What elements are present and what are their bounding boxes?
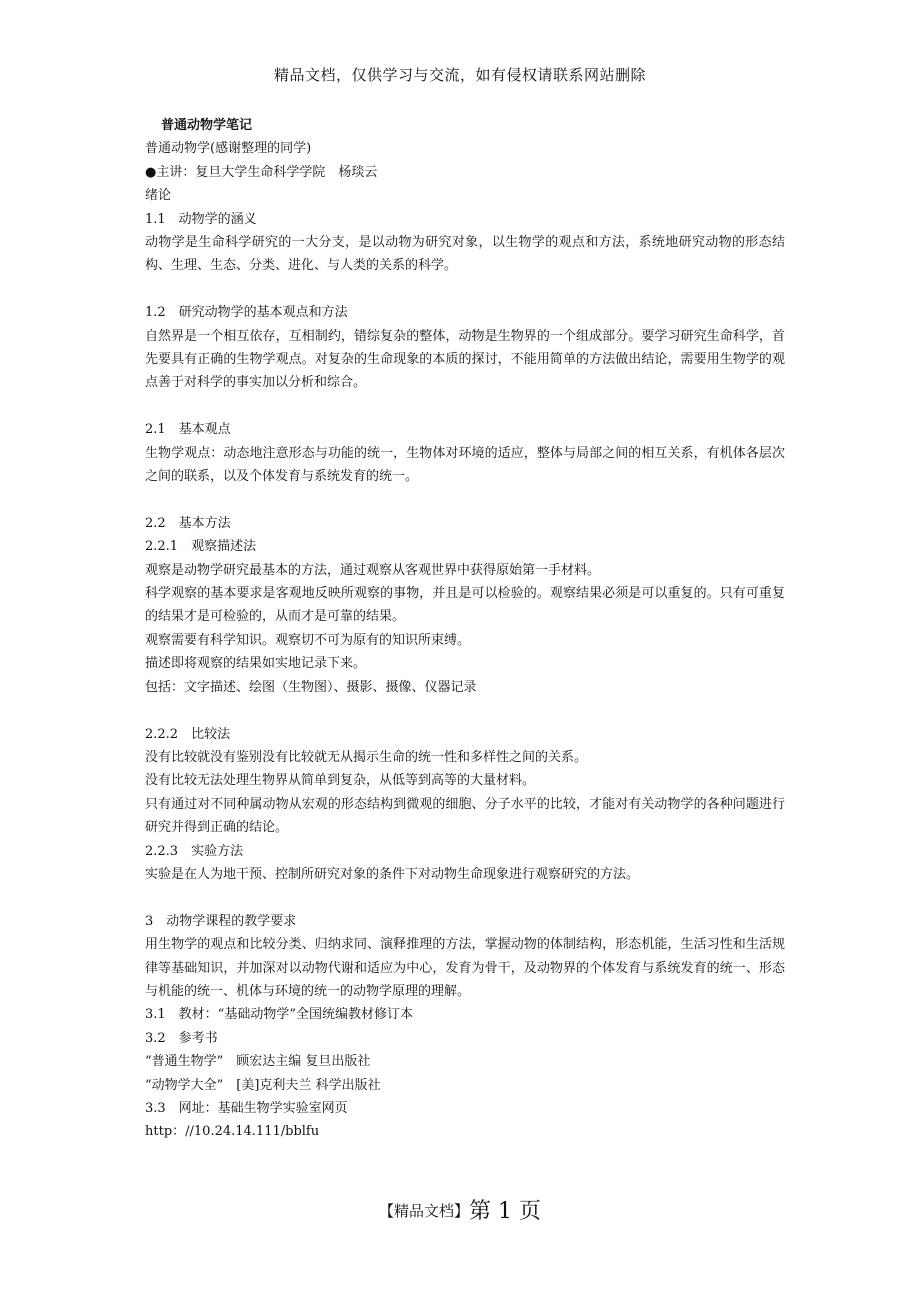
- observation-paragraph-5: 包括：文字描述、绘图（生物图）、摄影、摄像、仪器记录: [145, 679, 477, 695]
- page-footer: [0, 1194, 920, 1225]
- observation-paragraph-1: 观察是动物学研究最基本的方法，通过观察从客观世界中获得原始第一手材料。: [145, 562, 601, 578]
- section-2-1-heading: 2.1 基本观点: [145, 422, 231, 438]
- section-1-2-heading: 1.2 研究动物学的基本观点和方法: [145, 305, 348, 321]
- observation-paragraph-2: 科学观察的基本要求是客观地反映所观察的事物，并且是可以检验的。观察结果必须是可以重复的。只有可重复的结果才是可检验的，从而才是可靠的结果。: [145, 586, 785, 625]
- section-2-2-heading: 2.2 基本方法: [145, 515, 231, 531]
- lecturer-line: ●主讲：复旦大学生命科学学院 杨琰云: [145, 164, 378, 180]
- experiment-paragraph: 实验是在人为地干预、控制所研究对象的条件下对动物生命现象进行观察研究的方法。: [145, 866, 640, 882]
- section-1-1-body: 动物学是生命科学研究的一大分支，是以动物为研究对象，以生物学的观点和方法，系统地研究动物的形态结构、生理、生态、分类、进化、与人类的关系的科学。: [145, 235, 785, 274]
- page-number: 第 1 页: [469, 1199, 541, 1224]
- section-3-heading: 3 动物学课程的教学要求: [145, 913, 297, 929]
- section-1-2-body: 自然界是一个相互依存，互相制约，错综复杂的整体，动物是生物界的一个组成部分。要学习研究生命科学，首先要具有正确的生物学观点。对复杂的生命现象的本质的探讨，不能用简单的方法做出结论，需要用生物学的观点善于对科学的事实加以分析和综合。: [145, 328, 785, 391]
- page-header: 精品文档，仅供学习与交流，如有侵权请联系网站删除: [273, 66, 646, 84]
- comparison-paragraph-3: 只有通过对不同种属动物从宏观的形态结构到微观的细胞、分子水平的比较，才能对有关动物学的各种问题进行研究并得到正确的结论。: [145, 796, 785, 836]
- comparison-paragraph-1: 没有比较就没有鉴别没有比较就无从揭示生命的统一性和多样性之间的关系。: [145, 749, 588, 765]
- reference-book-2: “动物学大全” [美]克利夫兰 科学出版社: [145, 1077, 381, 1093]
- section-3-body: 用生物学的观点和比较分类、归纳求同、演释推理的方法，掌握动物的体制结构，形态机能，生活习性和生活规律等基础知识，并加深对以动物代谢和适应为中心，发育为骨干，及动物界的个体发育与系统发育的统一、形态与机能的统一、机体与环境的统一的动物学原理的理解。: [145, 937, 785, 999]
- section-3-2-heading: 3.2 参考书: [145, 1030, 218, 1046]
- reference-book-1: “普通生物学” 顾宏达主编 复旦出版社: [145, 1054, 371, 1070]
- observation-paragraph-4: 描述即将观察的结果如实地记录下来。: [145, 656, 367, 672]
- section-3-1-textbook: 3.1 教材：“基础动物学”全国统编教材修订本: [145, 1007, 413, 1023]
- doc-subtitle: 普通动物学(感谢整理的同学): [145, 141, 312, 157]
- footer-label: 【精品文档】: [379, 1202, 470, 1220]
- section-3-3-website: 3.3 网址：基础生物学实验室网页: [145, 1100, 348, 1116]
- website-url: http：//10.24.14.111/bblfu: [145, 1124, 320, 1140]
- section-2-2-3-heading: 2.2.3 实验方法: [145, 843, 244, 859]
- section-2-2-1-heading: 2.2.1 观察描述法: [145, 539, 257, 555]
- section-1-1-heading: 1.1 动物学的涵义: [145, 211, 257, 227]
- section-2-2-2-heading: 2.2.2 比较法: [145, 726, 231, 742]
- document-body: [145, 114, 785, 1144]
- comparison-paragraph-2: 没有比较无法处理生物界从简单到复杂，从低等到高等的大量材料。: [145, 773, 536, 789]
- section-2-1-body: 生物学观点：动态地注意形态与功能的统一，生物体对环境的适应，整体与局部之间的相互关系，有机体各层次之间的联系，以及个体发育与系统发育的统一。: [145, 445, 785, 485]
- intro-heading: 绪论: [145, 188, 172, 204]
- doc-title: 普通动物学笔记: [161, 118, 253, 133]
- observation-paragraph-3: 观察需要有科学知识。观察切不可为原有的知识所束缚。: [145, 632, 471, 648]
